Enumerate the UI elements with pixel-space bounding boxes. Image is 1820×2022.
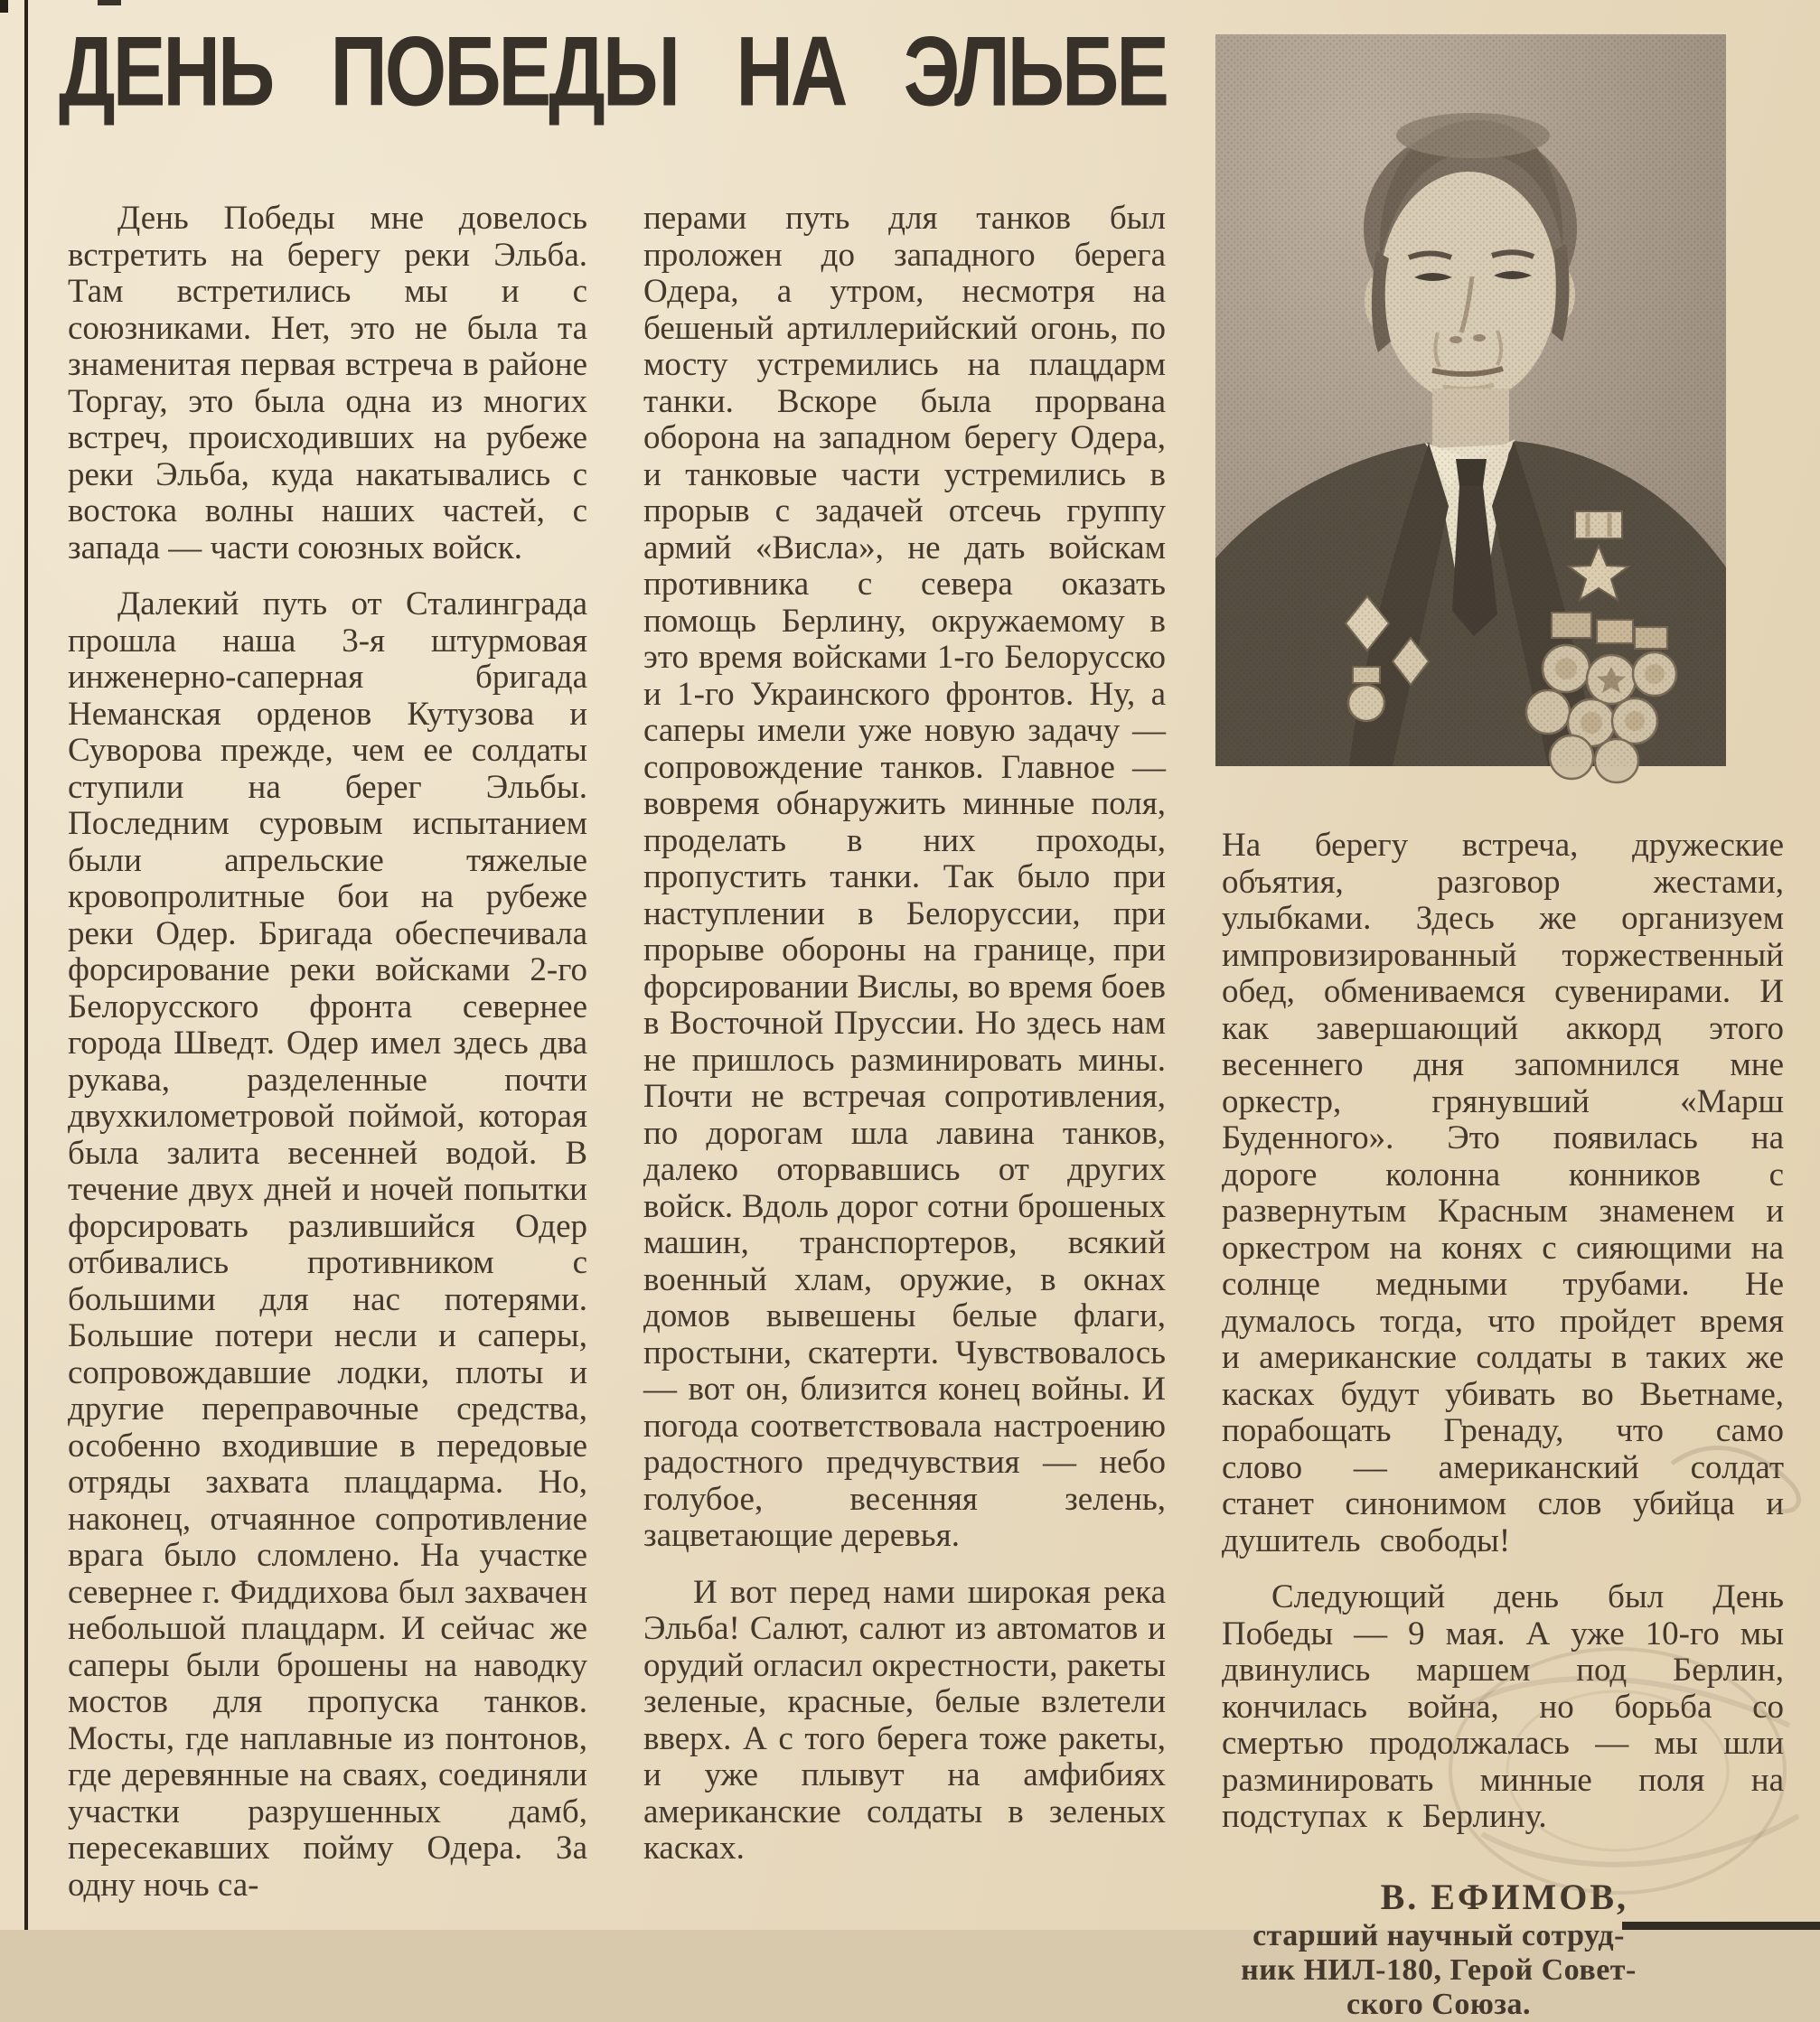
headline-word: ДЕНЬ [59, 15, 273, 127]
paragraph: Далекий путь от Сталинграда прошла наша 3-я штурмовая инженерно-саперная бригада Неманская орденов Кутузова и Суворова прежде, чем ее солдаты ступили на берег Эльбы. Последним суровым испытанием были апрельские тяжелые кровопролитные бои на рубеже реки Одер. Бригада обеспечивала форсирование реки войсками 2-го Белорусского фронта севернее города Шведт. Одер имел здесь два рукава, разделенные почти двухкилометровой поймой, которая была залита весенней водой. В течение двух дней и ночей попытки форсировать разлившийся Одер отбивались противником с большими для нас потерями. Большие потери несли и саперы, сопровождавшие лодки, плоты и другие переправочные средства, особенно входившие в передовые отряды захвата плацдарма. Но, наконец, отчаянное сопротивление врага было сломлено. На участке севернее г. Фиддихова был захвачен небольшой плацдарм. И сейчас же саперы были брошены на наводку мостов для пропуска танков. Мосты, где наплавные из понтонов, где деревянные на сваях, соединяли участки разрушенных дамб, пересекавших пойму Одера. За одну ночь са- [68, 585, 587, 1904]
portrait-photo [1215, 34, 1726, 766]
scan-artifact [0, 0, 8, 13]
headline-word: НА [736, 15, 846, 127]
author-role-line: старший научный сотруд- [1252, 1918, 1625, 1952]
signature-block [1222, 1876, 1656, 2022]
left-column-rule [24, 0, 28, 1930]
halftone-overlay [1215, 34, 1726, 766]
text-column-1 [68, 201, 587, 1924]
headline-word: ПОБЕДЫ [330, 15, 679, 127]
paragraph: День Победы мне довелось встретить на берегу реки Эльба. Там встретились мы и с союзниками. Нет, это не была та знаменитая первая встреча в районе Торгау, это была одна из многих встреч, происходивших на рубеже реки Эльба, куда накатывались с востока волны наших частей, с запада — части союзных войск. [68, 200, 587, 566]
author-role-line: ник НИЛ-180, Герой Совет- [1241, 1952, 1637, 1987]
paragraph: перами путь для танков был проложен до западного берега Одера, а утром, несмотря на бешеный артиллерийский огонь, по мосту устремились на плацдарм танки. Вскоре была прорвана оборона на западном берегу Одера, и танковые части устремились в прорыв с задачей отсечь группу армий «Висла», не дать войскам противника с севера оказать помощь Берлину, окружаемому в это время войсками 1-го Белорусско и 1-го Украинского фронтов. Ну, а саперы имели уже новую задачу — сопровождение танков. Главное — вовремя обнаружить минные поля, проделать в них проходы, пропустить танки. Так было при наступлении в Белоруссии, при прорыве обороны на границе, при форсировании Вислы, во время боев в Восточной Пруссии. Но здесь нам не пришлось разминировать мины. Почти не встречая сопротивления, по дорогам шла лавина танков, далеко оторвавшись от других войск. Вдоль дорог сотни брошеных машин, транспортеров, всякий военный хлам, оружие, в окнах домов вывешены белые флаги, простыни, скатерти. Чувствовалось — вот он, близится конец войны. И погода соответствовала настроению радостного предчувствия — небо голубое, весенняя зелень, зацветающие деревья. [643, 200, 1166, 1554]
author-role-line: ского Союза. [1346, 1987, 1532, 2021]
paragraph: И вот перед нами широкая река Эльба! Салют, салют из автоматов и орудий огласил окрестности, ракеты зеленые, красные, белые взлетели вверх. А с того берега тоже ракеты, и уже плывут на амфибиях американские солдаты в зеленых касках. [643, 1573, 1166, 1867]
paragraph: Следующий день был День Победы — 9 мая. А уже 10-го мы двинулись маршем под Берлин, кончилась война, но борьба со смертью продолжалась — мы шли разминировать минные поля на подступах к Берлину. [1222, 1578, 1784, 1835]
headline-word: ЭЛЬБЕ [903, 15, 1167, 127]
scan-artifact [98, 0, 121, 5]
text-column-2 [643, 201, 1166, 1887]
author-name: В. ЕФИМОВ, [1380, 1876, 1628, 1917]
text-column-3 [1222, 828, 1784, 2022]
article-headline [59, 15, 1167, 127]
portrait-photo-image [1215, 34, 1726, 766]
paragraph: На берегу встреча, дружеские объятия, разговор жестами, улыбками. Здесь же организуем импровизированный торжественный обед, обмениваемся сувенирами. И как завершающий аккорд этого весеннего дня запомнился мне оркестр, грянувший «Марш Буденного». Это появилась на дороге колонна конников с развернутым Красным знаменем и оркестром на конях с сияющими на солнце медными трубами. Не думалось тогда, что пройдет время и американские солдаты в таких же касках будут убивать во Вьетнаме, порабощать Гренаду, что само слово — американский солдат станет синонимом слов убийца и душитель свободы! [1222, 827, 1784, 1559]
